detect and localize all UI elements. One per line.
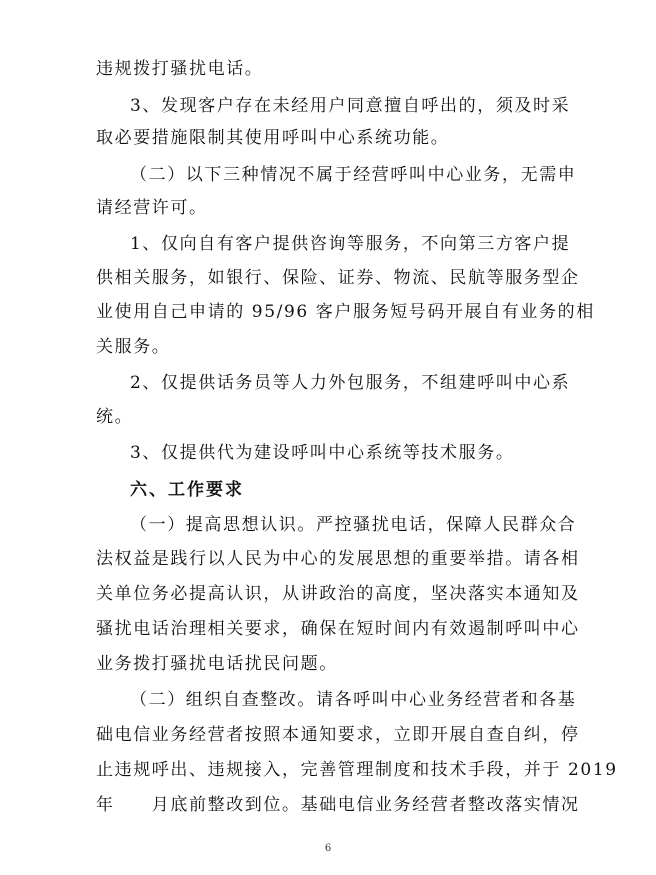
text-line: 关服务。 [96,337,171,357]
text-line: 请经营许可。 [96,198,208,218]
text-line: 年 月底前整改到位。基础电信业务经营者整改落实情况 [96,795,580,815]
text-line: 关单位务必提高认识，从讲政治的高度，坚决落实本通知及 [96,584,580,604]
text-line: 2、仅提供话务员等人力外包服务，不组建呼叫中心系 [130,373,571,393]
text-line: 供相关服务，如银行、保险、证券、物流、民航等服务型企 [96,268,580,288]
text-line: 础电信业务经营者按照本通知要求，立即开展自查自纠，停 [96,725,580,745]
text-line: 1、仅向自有客户提供咨询等服务，不向第三方客户提 [130,234,571,254]
text-line: 3、仅提供代为建设呼叫中心系统等技术服务。 [130,443,515,463]
text-line: （二）以下三种情况不属于经营呼叫中心业务，无需申 [130,165,577,185]
text-line: 骚扰电话治理相关要求，确保在短时间内有效遏制呼叫中心 [96,619,580,639]
page-number: 6 [324,843,332,854]
text-line: 业务拨打骚扰电话扰民问题。 [96,654,338,674]
text-line: 违规拨打骚扰电话。 [96,59,264,79]
text-line: （一）提高思想认识。严控骚扰电话，保障人民群众合 [130,515,577,535]
text-line: 3、发现客户存在未经用户同意擅自呼出的，须及时采 [130,96,571,116]
text-line: （二）组织自查整改。请各呼叫中心业务经营者和各基 [130,690,577,710]
text-line: 业使用自己申请的 95/96 客户服务短号码开展自有业务的相 [96,302,595,322]
text-line: 取必要措施限制其使用呼叫中心系统功能。 [96,128,450,148]
text-line: 法权益是践行以人民为中心的发展思想的重要举措。请各相 [96,549,580,569]
text-line: 止违规呼出、违规接入，完善管理制度和技术手段，并于 2019 [96,760,618,780]
text-line: 统。 [96,407,134,427]
section-heading: 六、工作要求 [130,480,244,500]
